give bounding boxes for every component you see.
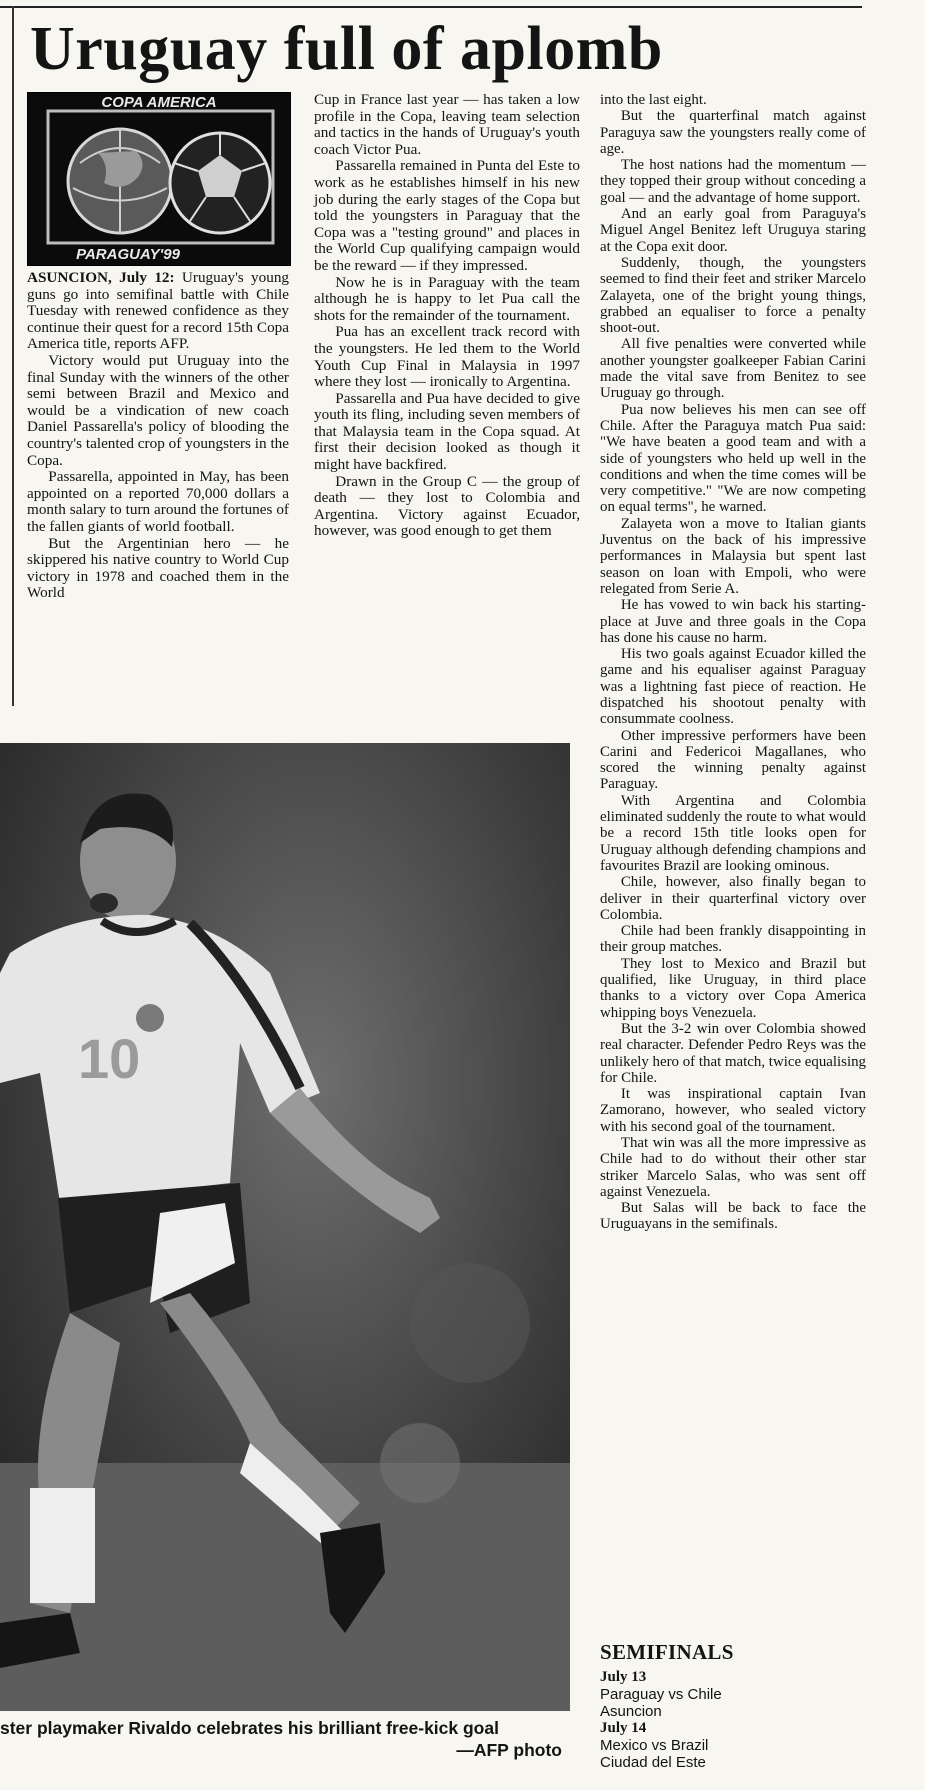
- col2-paragraph: Now he is in Paraguay with the team although he is happy to let Pua call the shots for the remainder of the tournament.: [314, 273, 580, 324]
- col3-paragraph: That win was all the more impressive as Chile had to do without their other star striker Marcelo Salas, who was sent off against Venezuela.: [600, 1135, 866, 1200]
- semifinals-title: SEMIFINALS: [600, 1640, 734, 1664]
- logo-top-text: COPA AMERICA: [101, 94, 217, 111]
- article-column-2: [314, 92, 580, 540]
- col3-paragraph: He has vowed to win back his starting-place at Juve and three goals in the Copa has done his cause no harm.: [600, 597, 866, 646]
- col3-paragraph: His two goals against Ecuador killed the game and his equaliser against Paraguay was a lightning fast piece of reaction. He dispatched his shootout penalty with consummate coolness.: [600, 646, 866, 728]
- col1-paragraph: Victory would put Uruguay into the final Sunday with the winners of the other semi between Brazil and Mexico and would be a vindication of new coach Daniel Passarella's policy of blooding the country's talented crop of youngsters in the Copa.: [27, 351, 289, 469]
- col3-paragraph: Suddenly, though, the youngsters seemed to find their feet and striker Marcelo Zalayeta, one of the bright young things, grabbed an equaliser to force a penalty shoot-out.: [600, 254, 866, 337]
- col3-paragraph: But the 3-2 win over Colombia showed real character. Defender Pedro Reys was the unlikely hero of that match, twice equalising for Chile.: [600, 1020, 866, 1086]
- col3-paragraph: And an early goal from Paraguya's Miguel Angel Benitez left Uruguya staring at the Copa exit door.: [600, 206, 866, 255]
- photo-graphic: [0, 743, 570, 1711]
- headline: Uruguay full of aplomb: [30, 15, 663, 83]
- col3-paragraph: Chile had been frankly disappointing in their group matches.: [600, 923, 866, 956]
- caption-text: ster playmaker Rivaldo celebrates his brilliant free-kick goal: [0, 1718, 499, 1738]
- col2-paragraph: Passarella and Pua have decided to give youth its fling, including seven members of that Malaysia team in the Copa squad. At first their decision looked as though it might have backfired.: [314, 389, 580, 474]
- match-venue: Asuncion: [600, 1703, 662, 1720]
- dateline: ASUNCION, July 12:: [27, 269, 175, 286]
- article-column-1: [27, 270, 289, 602]
- column-rule: [12, 6, 14, 706]
- photo-credit: —AFP photo: [456, 1740, 562, 1760]
- col2-paragraph: Passarella remained in Punta del Este to work as he establishes himself in his new job during the early stages of the Copa but told the youngsters in Paraguay that the Copa was a "testing ground" and places in the World Cup qualifying campaign would be the reward — if they impressed.: [314, 157, 580, 274]
- semifinals-box: [600, 1640, 860, 1771]
- col3-paragraph: All five penalties were converted while another youngster goalkeeper Fabian Carini made the vital save from Benitez to see Uruguay go through.: [600, 336, 866, 402]
- col2-paragraph: Cup in France last year — has taken a low profile in the Copa, leaving team selection and tactics in the hands of Uruguay's youth coach Victor Pua.: [314, 91, 580, 158]
- logo-bottom-text: PARAGUAY'99: [76, 246, 180, 263]
- article-column-3: [600, 92, 866, 1233]
- match-date: July 14: [600, 1720, 647, 1736]
- match-date: July 13: [600, 1669, 647, 1685]
- col3-paragraph: Pua now believes his men can see off Chile. After the Paraguya match Pua said: "We have beaten a good team and with a side of youngsters who held up well in the conditions and when the time comes will be very competitive." "We are now competing on equal terms", he warned.: [600, 401, 866, 516]
- match-teams: Paraguay vs Chile: [600, 1686, 722, 1703]
- col1-paragraph: Passarella, appointed in May, has been appointed on a reported 70,000 dollars a month salary to turn around the fortunes of the fallen giants of world football.: [27, 468, 289, 535]
- col3-paragraph: Chile, however, also finally began to deliver in their quarterfinal victory over Colombia.: [600, 874, 866, 923]
- match-teams: Mexico vs Brazil: [600, 1737, 709, 1754]
- logo-graphic: [28, 93, 290, 265]
- match-venue: Ciudad del Este: [600, 1754, 706, 1771]
- top-rule: [0, 6, 862, 8]
- col3-paragraph: Zalayeta won a move to Italian giants Juventus on the back of his impressive performances in Malaysia but spent last season on loan with Empoli, who were relegated from Serie A.: [600, 515, 866, 597]
- col2-paragraph: Drawn in the Group C — the group of death — they lost to Colombia and Argentina. Victory against Ecuador, however, was good enough to get them: [314, 472, 580, 540]
- col3-paragraph: With Argentina and Colombia eliminated suddenly the route to what would be a record 15th title looks open for Uruguay although defending champions and favourites Brazil are looking ominous.: [600, 792, 866, 874]
- col3-paragraph: Other impressive performers have been Carini and Federicoi Magallanes, who scored the winning penalty against Paraguay.: [600, 727, 866, 793]
- jersey-number: 10: [78, 1027, 141, 1090]
- col3-paragraph: The host nations had the momentum — they topped their group without conceding a goal — and the advantage of home support.: [600, 157, 866, 206]
- copa-america-logo: [27, 92, 291, 266]
- col2-paragraph: Pua has an excellent track record with the youngsters. He led them to the World Youth Cup Final in Malaysia in 1997 where they lost — ironically to Argentina.: [314, 323, 580, 391]
- col3-paragraph: It was inspirational captain Ivan Zamorano, however, who sealed victory with his second goal of the tournament.: [600, 1086, 866, 1135]
- col3-paragraph: They lost to Mexico and Brazil but qualified, like Uruguay, in third place thanks to a victory over Copa America whipping boys Venezuela.: [600, 955, 866, 1021]
- col3-paragraph: into the last eight.: [600, 92, 707, 108]
- col1-paragraph: Uruguay's young guns go into semifinal battle with Chile Tuesday with renewed confidence as they continue their quest for a record 15th Copa America title, reports AFP.: [27, 269, 290, 353]
- col1-paragraph: But the Argentinian hero — he skippered his native country to World Cup victory in 1978 and coached them in the World: [27, 534, 289, 602]
- col3-paragraph: But Salas will be back to face the Uruguayans in the semifinals.: [600, 1200, 866, 1233]
- rivaldo-photo: [0, 743, 570, 1711]
- col3-paragraph: But the quarterfinal match against Paraguya saw the youngsters really come of age.: [600, 108, 866, 157]
- photo-caption: [0, 1717, 570, 1761]
